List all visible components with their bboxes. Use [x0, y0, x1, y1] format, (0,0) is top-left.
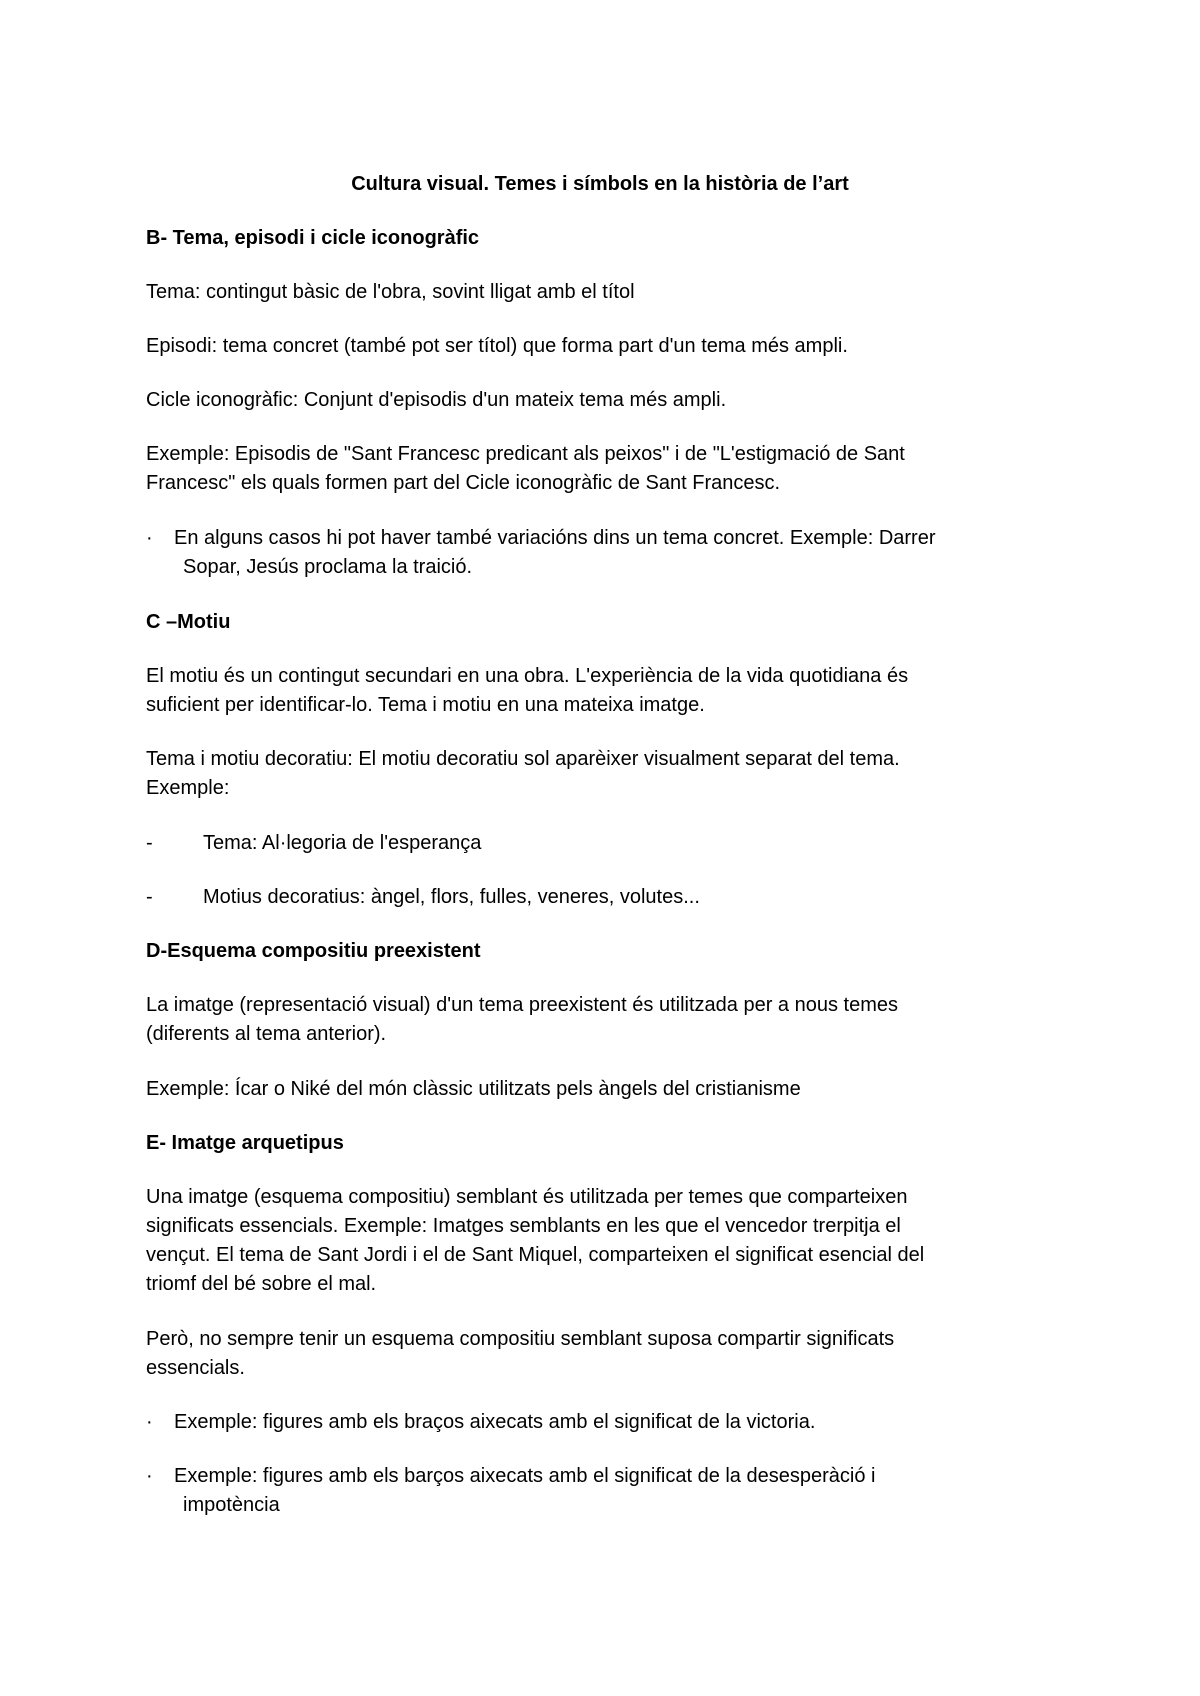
section-b-bullet-line1: En alguns casos hi pot haver també variacións dins un tema concret. Exemple: Darrer [174, 527, 936, 549]
section-e-paragraph2-line1: Però, no sempre tenir un esquema compositiu semblant suposa compartir significats [146, 1328, 895, 1350]
section-b-paragraph-episodi: Episodi: tema concret (també pot ser títol) que forma part d'un tema més ampli. [146, 335, 848, 357]
section-e-bullet2-line1: Exemple: figures amb els barços aixecats amb el significat de la desesperàció i [174, 1465, 876, 1487]
section-e-heading: E- Imatge arquetipus [146, 1132, 344, 1154]
section-e-bullet2-line2: impotència [183, 1494, 280, 1516]
section-e-paragraph1-line2: significats essencials. Exemple: Imatges semblants en les que el vencedor trerpitja el [146, 1215, 901, 1237]
section-e-bullet1: Exemple: figures amb els braços aixecats amb el significat de la victoria. [174, 1411, 816, 1433]
section-c-paragraph2-line1: Tema i motiu decoratiu: El motiu decoratiu sol aparèixer visualment separat del tema. [146, 748, 900, 770]
section-b-paragraph-cicle: Cicle iconogràfic: Conjunt d'episodis d'un mateix tema més ampli. [146, 389, 727, 411]
section-b-paragraph-exemple-line2: Francesc" els quals formen part del Cicle iconogràfic de Sant Francesc. [146, 472, 781, 494]
section-e-paragraph1-line1: Una imatge (esquema compositiu) semblant és utilitzada per temes que comparteixen [146, 1186, 908, 1208]
section-d-paragraph2: Exemple: Ícar o Niké del món clàssic utilitzats pels àngels del cristianisme [146, 1078, 801, 1100]
dash-marker: - [146, 832, 153, 854]
section-d-paragraph1-line2: (diferents al tema anterior). [146, 1023, 387, 1045]
bullet-marker: · [146, 1465, 153, 1487]
section-e-paragraph2-line2: essencials. [146, 1357, 245, 1379]
section-d-paragraph1-line1: La imatge (representació visual) d'un tema preexistent és utilitzada per a nous temes [146, 994, 898, 1016]
dash-marker: - [146, 886, 153, 908]
bullet-marker: · [146, 1411, 153, 1433]
section-c-paragraph1-line1: El motiu és un contingut secundari en una obra. L'experiència de la vida quotidiana és [146, 665, 909, 687]
section-d-heading: D-Esquema compositiu preexistent [146, 940, 481, 962]
bullet-marker: · [146, 527, 153, 549]
section-c-dash-item-tema: Tema: Al·legoria de l'esperança [203, 832, 482, 854]
section-b-paragraph-exemple-line1: Exemple: Episodis de "Sant Francesc predicant als peixos" i de "L'estigmació de Sant [146, 443, 905, 465]
section-b-paragraph-tema: Tema: contingut bàsic de l'obra, sovint lligat amb el títol [146, 281, 635, 303]
section-c-heading: C –Motiu [146, 611, 231, 633]
section-c-paragraph2-line2: Exemple: [146, 777, 230, 799]
section-e-paragraph1-line4: triomf del bé sobre el mal. [146, 1273, 377, 1295]
document-title: Cultura visual. Temes i símbols en la història de l’art [351, 173, 849, 195]
section-c-paragraph1-line2: suficient per identificar-lo. Tema i motiu en una mateixa imatge. [146, 694, 705, 716]
section-b-bullet-line2: Sopar, Jesús proclama la traició. [183, 556, 473, 578]
section-e-paragraph1-line3: vençut. El tema de Sant Jordi i el de Sant Miquel, comparteixen el significat esencial del [146, 1244, 925, 1266]
section-b-heading: B- Tema, episodi i cicle iconogràfic [146, 227, 480, 249]
section-c-dash-item-motius: Motius decoratius: àngel, flors, fulles, veneres, volutes... [203, 886, 700, 908]
